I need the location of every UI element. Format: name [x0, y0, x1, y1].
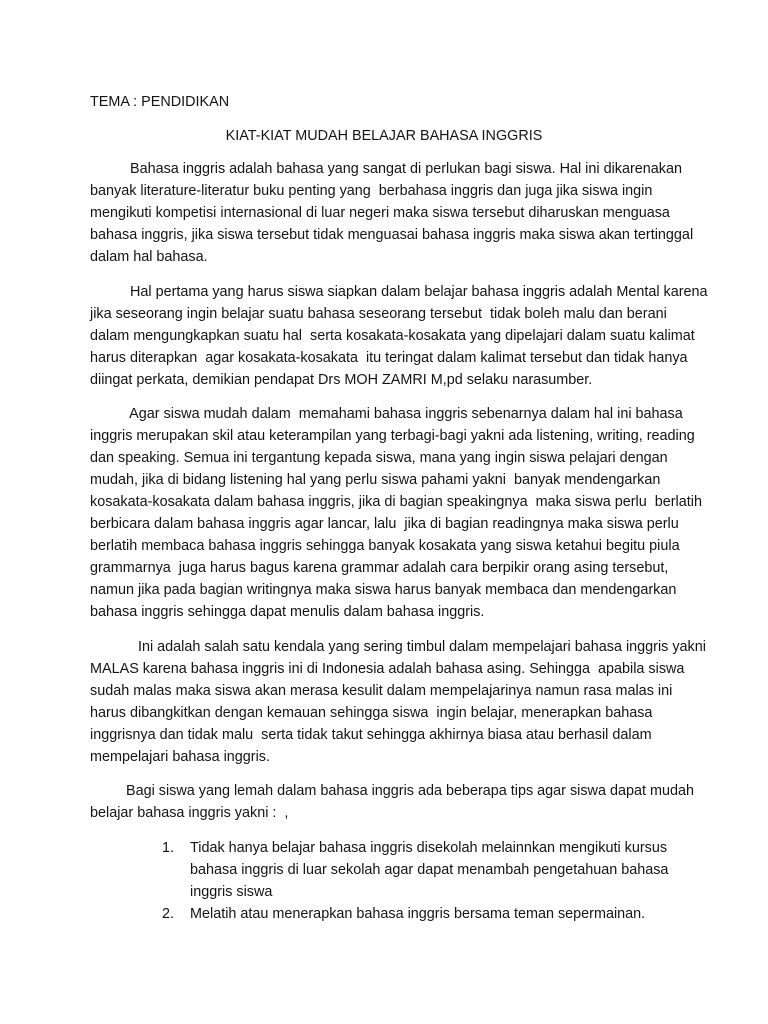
- paragraph-line: Hal pertama yang harus siswa siapkan dalam belajar bahasa inggris adalah Mental karena: [90, 284, 708, 300]
- paragraph-line: berbicara dalam bahasa inggris agar lancar, lalu jika di bagian readingnya maka siswa perlu: [90, 516, 679, 532]
- paragraph-line: Agar siswa mudah dalam memahami bahasa inggris sebenarnya dalam hal ini bahasa: [90, 406, 683, 422]
- paragraph-line: belajar bahasa inggris yakni : ,: [90, 805, 289, 821]
- paragraph-line: namun jika pada bagian writingnya maka siswa harus banyak membaca dan mendengarkan: [90, 582, 677, 598]
- paragraph-line: harus dibangkitkan dengan kemauan sehingga siswa ingin belajar, menerapkan bahasa: [90, 705, 653, 721]
- paragraph-line: mudah, jika di bidang listening hal yang perlu siswa pahami yakni banyak mendengarkan: [90, 472, 661, 488]
- list-item-line: bahasa inggris di luar sekolah agar dapat menambah pengetahuan bahasa: [190, 862, 669, 878]
- paragraph-line: inggrisnya dan tidak malu serta tidak takut sehingga akhirnya biasa atau berhasil dalam: [90, 727, 652, 743]
- paragraph-line: diingat perkata, demikian pendapat Drs MOH ZAMRI M,pd selaku narasumber.: [90, 372, 593, 388]
- list-item-line: inggris siswa: [190, 884, 273, 900]
- paragraph-line: dalam hal bahasa.: [90, 249, 208, 265]
- paragraph-line: dan speaking. Semua ini tergantung kepada siswa, mana yang ingin siswa pelajari dengan: [90, 450, 668, 466]
- paragraph-line: harus diterapkan agar kosakata-kosakata itu teringat dalam kalimat tersebut dan tidak hanya: [90, 350, 688, 366]
- paragraph-line: mempelajari bahasa inggris.: [90, 749, 270, 765]
- paragraph-line: berlatih membaca bahasa inggris sehingga banyak kosakata yang siswa ketahui begitu piula: [90, 538, 680, 554]
- paragraph-line: jika seseorang ingin belajar suatu bahasa seseorang tersebut tidak boleh malu dan berani: [90, 306, 667, 322]
- paragraph-line: grammarnya juga harus bagus karena grammar adalah cara berpikir orang asing tersebut,: [90, 560, 669, 576]
- paragraph-line: Ini adalah salah satu kendala yang sering timbul dalam mempelajari bahasa inggris yakni: [90, 639, 706, 655]
- paragraph-line: MALAS karena bahasa inggris ini di Indonesia adalah bahasa asing. Sehingga apabila siswa: [90, 661, 685, 677]
- theme-label: TEMA : PENDIDIKAN: [90, 94, 230, 110]
- list-item-line: Tidak hanya belajar bahasa inggris disekolah melainnkan mengikuti kursus: [190, 840, 668, 856]
- paragraph-line: sudah malas maka siswa akan merasa kesulit dalam mempelajarinya namun rasa malas ini: [90, 683, 673, 699]
- paragraph-line: inggris merupakan skil atau keterampilan yang terbagi-bagi yakni ada listening, writing, reading: [90, 428, 695, 444]
- paragraph-line: dalam mengungkapkan suatu hal serta kosakata-kosakata yang dipelajari dalam suatu kalimat: [90, 328, 695, 344]
- paragraph-line: Bagi siswa yang lemah dalam bahasa inggris ada beberapa tips agar siswa dapat mudah: [90, 783, 694, 799]
- list-item-line: Melatih atau menerapkan bahasa inggris bersama teman sepermainan.: [190, 906, 646, 922]
- paragraph-line: kosakata-kosakata dalam bahasa inggris, jika di bagian speakingnya maka siswa perlu berlatih: [90, 494, 702, 510]
- paragraph-line: mengikuti kompetisi internasional di luar negeri maka siswa tersebut diharuskan menguasa: [90, 205, 670, 221]
- paragraph-line: bahasa inggris, jika siswa tersebut tidak menguasai bahasa inggris maka siswa akan tertinggal: [90, 227, 694, 243]
- document-title: KIAT-KIAT MUDAH BELAJAR BAHASA INGGRIS: [225, 128, 543, 144]
- paragraph-line: bahasa inggris sehingga dapat menulis dalam bahasa inggris.: [90, 604, 485, 620]
- list-item-number: 1.: [162, 840, 175, 856]
- list-item-number: 2.: [162, 906, 175, 922]
- paragraph-line: banyak literature-literatur buku penting yang berbahasa inggris dan juga jika siswa ingin: [90, 183, 653, 199]
- paragraph-line: Bahasa inggris adalah bahasa yang sangat di perlukan bagi siswa. Hal ini dikarenakan: [90, 161, 682, 177]
